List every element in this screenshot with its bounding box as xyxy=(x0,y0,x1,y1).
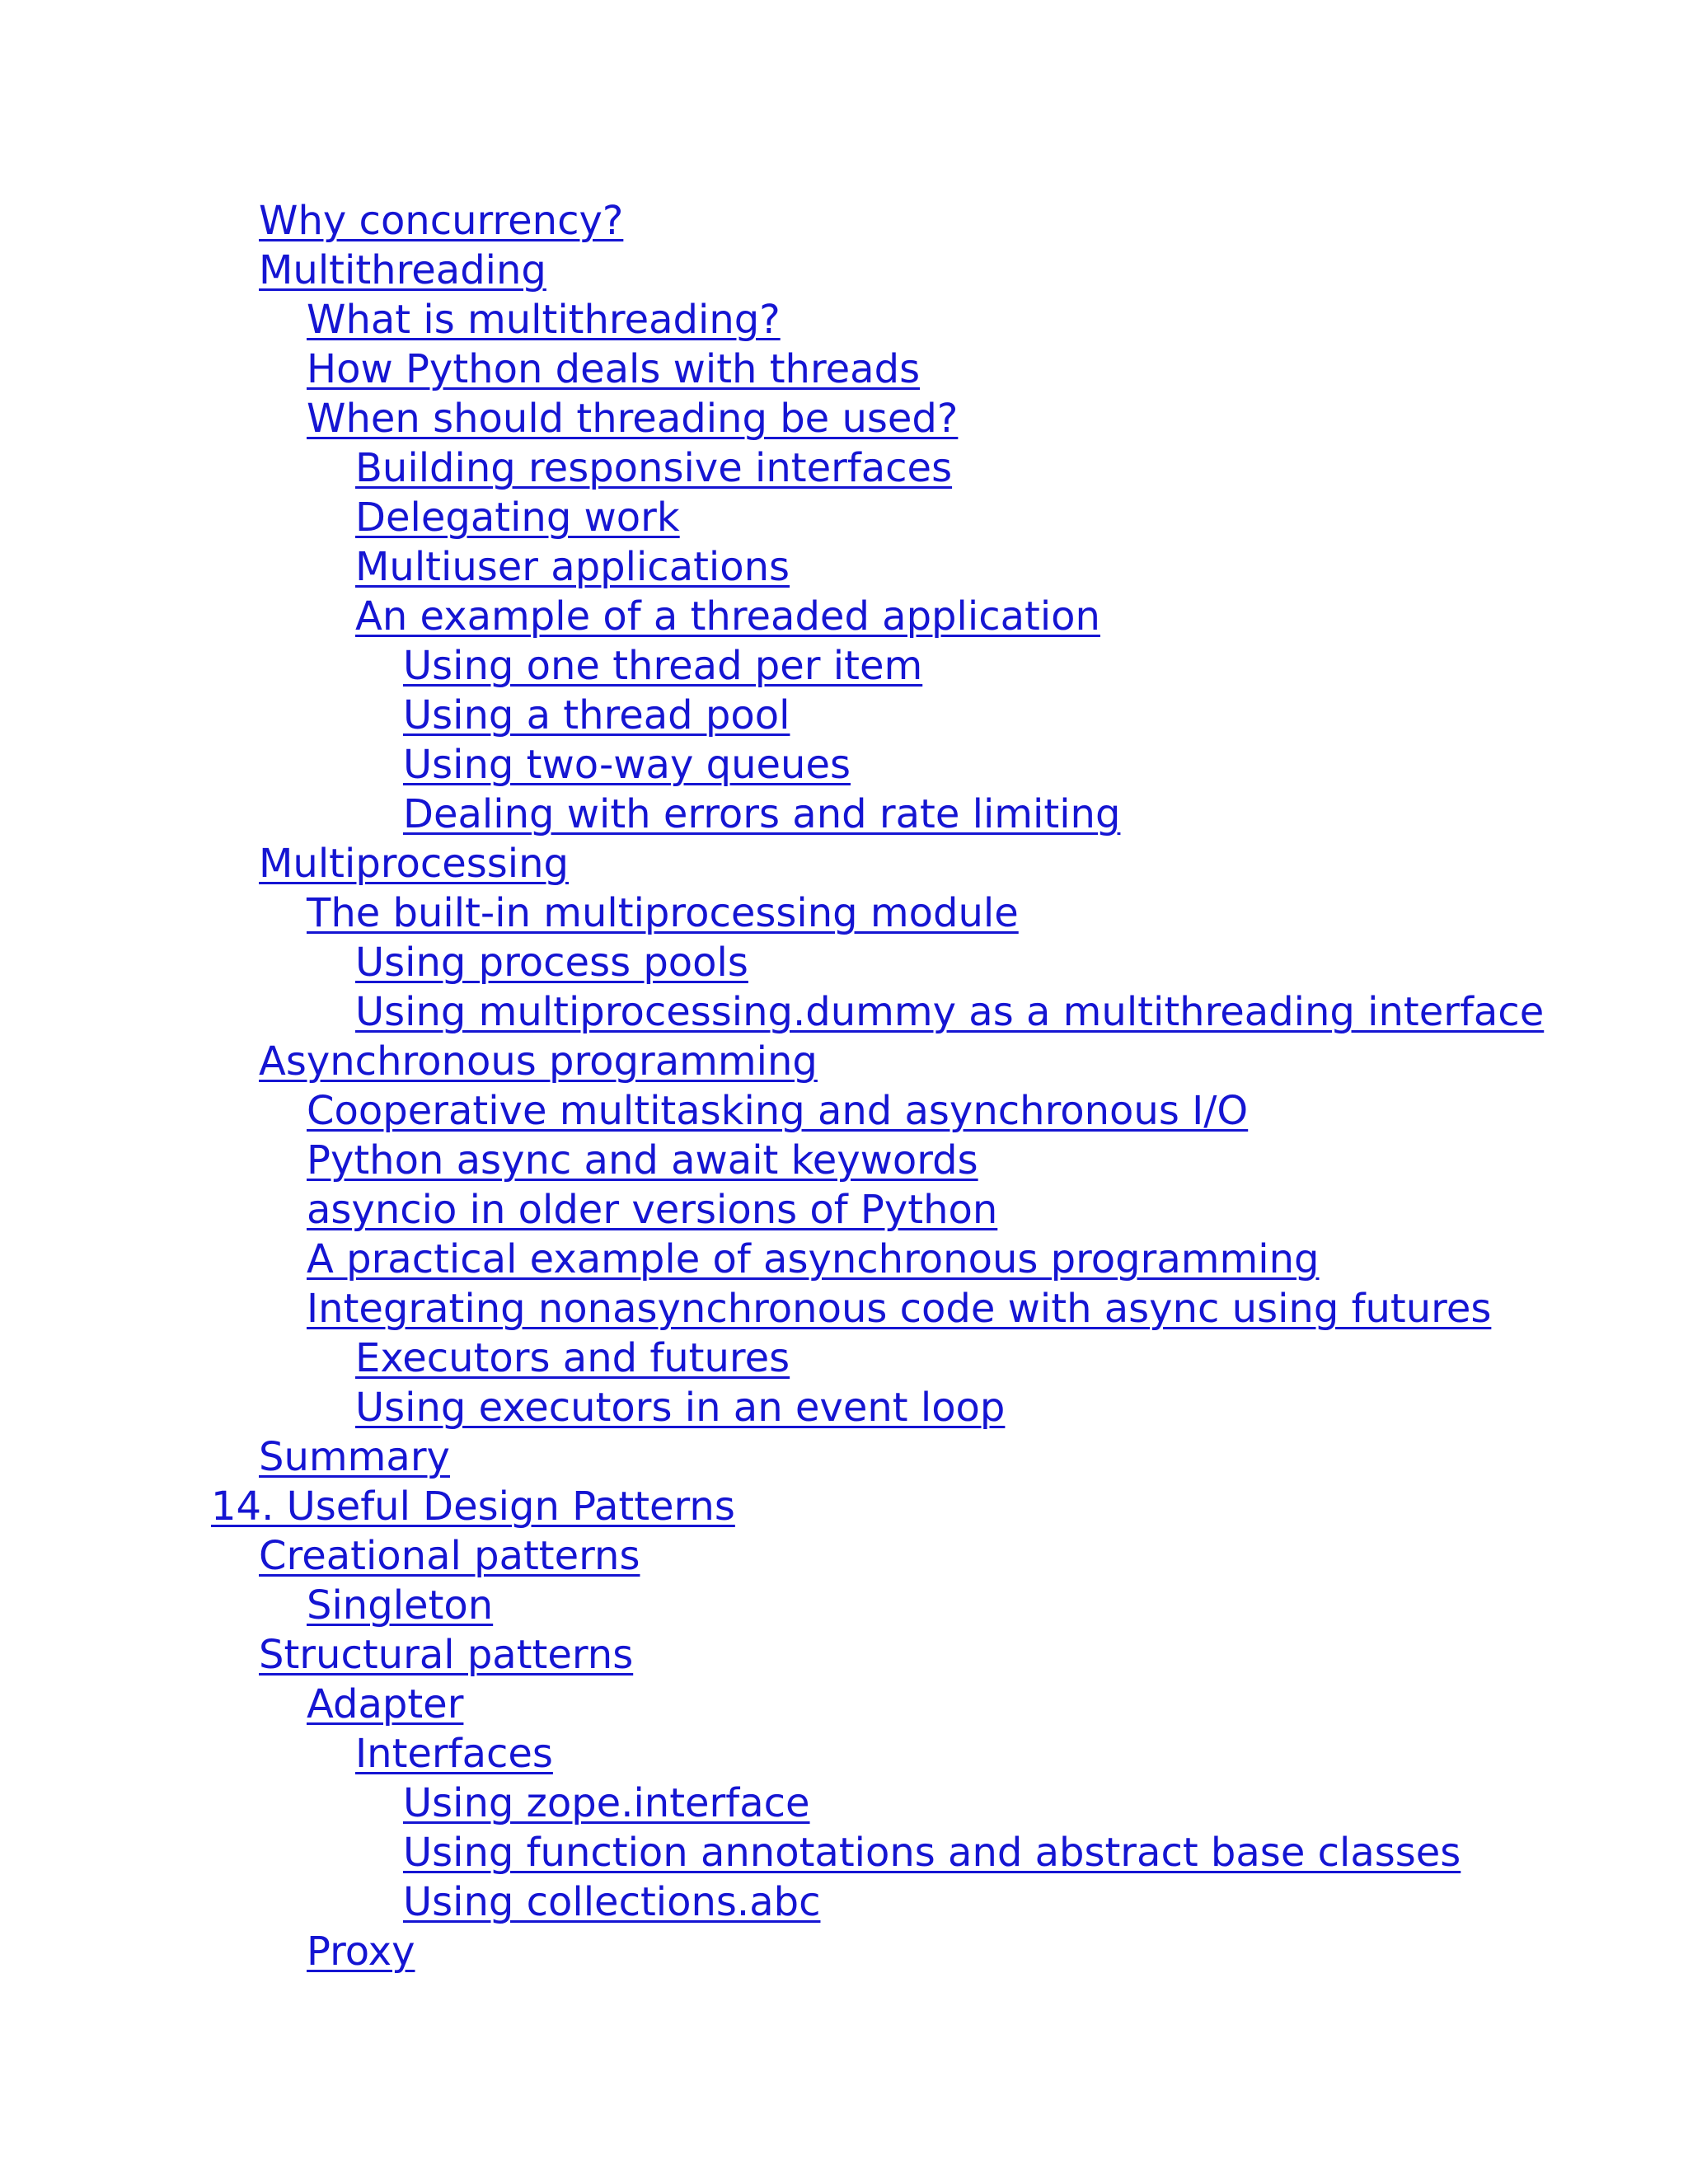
toc-entry xyxy=(0,1383,1688,1432)
toc-entry xyxy=(0,1482,1688,1531)
toc-entry xyxy=(0,493,1688,542)
toc-entry xyxy=(0,1284,1688,1333)
toc-link[interactable]: Executors and futures xyxy=(355,1335,790,1381)
toc-link[interactable]: Multiuser applications xyxy=(355,544,790,590)
toc-link[interactable]: How Python deals with threads xyxy=(307,346,921,392)
toc-link[interactable]: Using function annotations and abstract base classes xyxy=(403,1830,1461,1876)
toc-entry xyxy=(0,641,1688,691)
toc-entry xyxy=(0,839,1688,888)
toc-link[interactable]: Singleton xyxy=(307,1582,494,1629)
toc-link[interactable]: Creational patterns xyxy=(259,1533,640,1579)
toc-link[interactable]: Cooperative multitasking and asynchronous I/O xyxy=(307,1088,1249,1134)
toc-entry xyxy=(0,1680,1688,1729)
toc-entry xyxy=(0,1037,1688,1086)
toc-link[interactable]: Proxy xyxy=(307,1929,415,1975)
toc-entry xyxy=(0,394,1688,443)
toc-entry xyxy=(0,1185,1688,1235)
toc-entry xyxy=(0,938,1688,987)
toc-link[interactable]: Using collections.abc xyxy=(403,1879,821,1925)
toc-entry xyxy=(0,1086,1688,1136)
toc-link[interactable]: Using zope.interface xyxy=(403,1780,810,1826)
toc-link[interactable]: Asynchronous programming xyxy=(259,1038,818,1085)
toc-link[interactable]: Integrating nonasynchronous code with async using futures xyxy=(307,1286,1492,1332)
toc-entry xyxy=(0,1235,1688,1284)
toc-link[interactable]: Adapter xyxy=(307,1681,464,1727)
toc-link[interactable]: Summary xyxy=(259,1434,450,1480)
toc-link[interactable]: What is multithreading? xyxy=(307,297,781,343)
toc-link[interactable]: Using multiprocessing.dummy as a multithreading interface xyxy=(355,989,1545,1035)
toc-entry xyxy=(0,344,1688,394)
toc-entry xyxy=(0,1531,1688,1581)
toc-link[interactable]: Using executors in an event loop xyxy=(355,1385,1006,1431)
toc-entry xyxy=(0,987,1688,1037)
toc-entry xyxy=(0,888,1688,938)
toc-link[interactable]: An example of a threaded application xyxy=(355,593,1100,640)
toc-entry xyxy=(0,1630,1688,1680)
toc-entry xyxy=(0,1927,1688,1976)
toc-link[interactable]: Using process pools xyxy=(355,940,748,986)
toc-link[interactable]: Multithreading xyxy=(259,247,546,293)
toc-entry xyxy=(0,1581,1688,1630)
toc-entry xyxy=(0,295,1688,344)
toc-entry xyxy=(0,790,1688,839)
toc-link[interactable]: Using one thread per item xyxy=(403,643,923,689)
toc-entry xyxy=(0,246,1688,295)
toc-link[interactable]: 14. Useful Design Patterns xyxy=(211,1483,735,1530)
toc-link[interactable]: asyncio in older versions of Python xyxy=(307,1187,998,1233)
table-of-contents xyxy=(0,196,1688,1976)
toc-link[interactable]: Using a thread pool xyxy=(403,692,790,738)
toc-entry xyxy=(0,1729,1688,1779)
toc-link[interactable]: Python async and await keywords xyxy=(307,1137,978,1183)
toc-link[interactable]: When should threading be used? xyxy=(307,396,959,442)
toc-link[interactable]: Why concurrency? xyxy=(259,198,624,244)
toc-link[interactable]: Delegating work xyxy=(355,494,680,541)
toc-entry xyxy=(0,740,1688,790)
toc-entry xyxy=(0,1432,1688,1482)
toc-link[interactable]: The built-in multiprocessing module xyxy=(307,890,1019,936)
toc-link[interactable]: Interfaces xyxy=(355,1731,553,1777)
toc-entry xyxy=(0,1136,1688,1185)
toc-entry xyxy=(0,542,1688,592)
toc-link[interactable]: Multiprocessing xyxy=(259,841,570,887)
toc-link[interactable]: Using two-way queues xyxy=(403,742,851,788)
toc-entry xyxy=(0,592,1688,641)
toc-link[interactable]: Dealing with errors and rate limiting xyxy=(403,791,1121,837)
toc-entry xyxy=(0,1333,1688,1383)
toc-entry xyxy=(0,1877,1688,1927)
toc-entry xyxy=(0,196,1688,246)
toc-link[interactable]: A practical example of asynchronous programming xyxy=(307,1236,1320,1282)
toc-entry xyxy=(0,1779,1688,1828)
toc-entry xyxy=(0,443,1688,493)
toc-link[interactable]: Structural patterns xyxy=(259,1632,634,1678)
toc-entry xyxy=(0,1828,1688,1877)
toc-entry xyxy=(0,691,1688,740)
toc-link[interactable]: Building responsive interfaces xyxy=(355,445,953,491)
